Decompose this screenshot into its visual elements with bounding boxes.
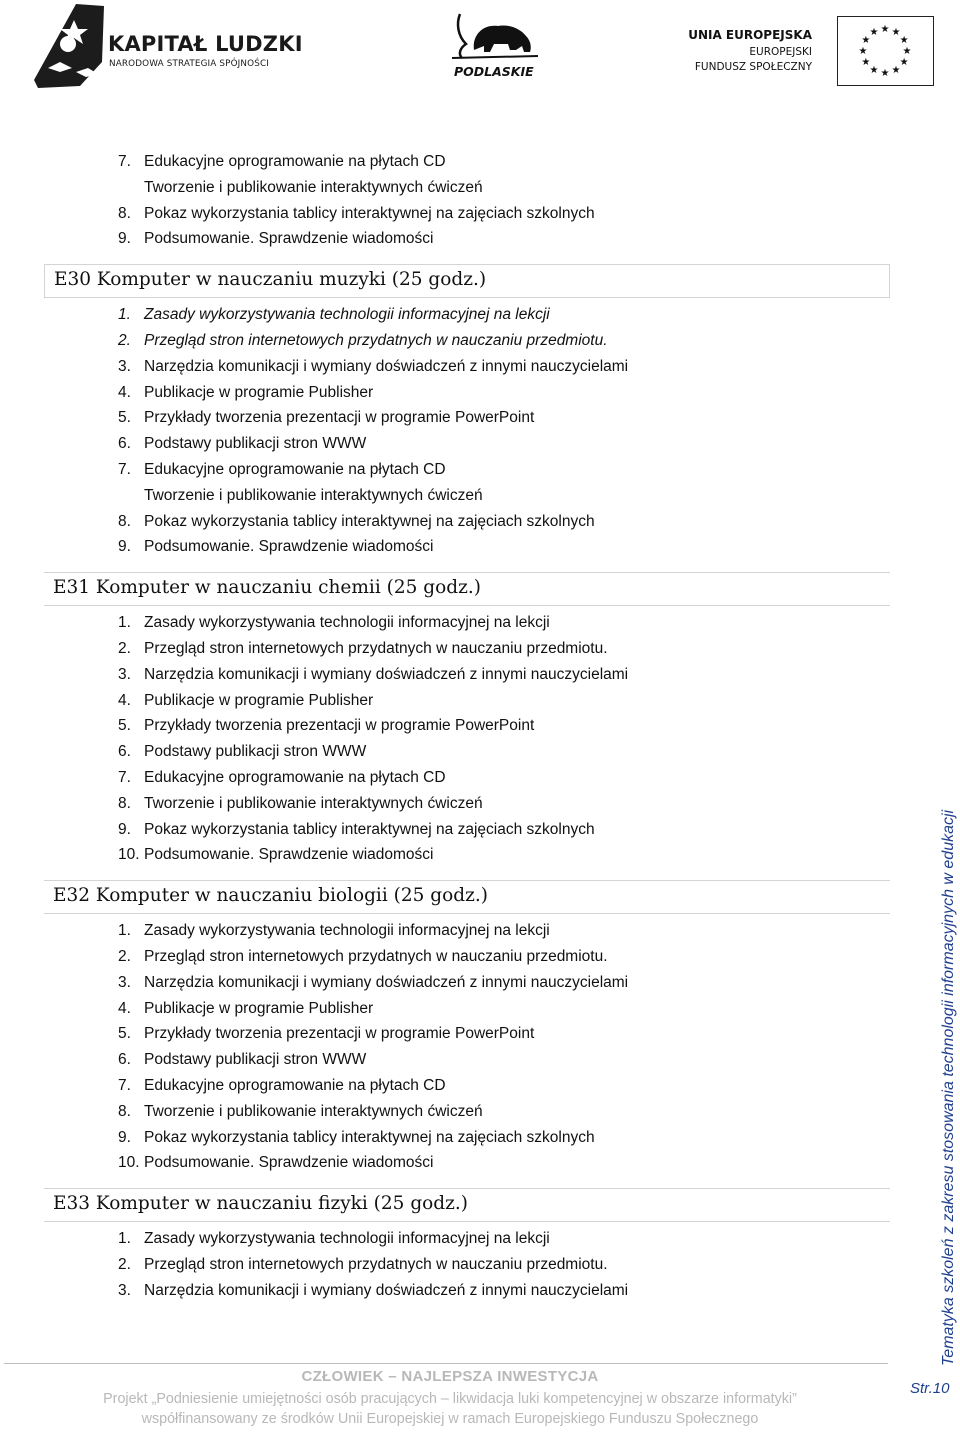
list-item-number: 2.: [118, 1256, 131, 1273]
star-icon: ★: [891, 26, 901, 38]
list-item-number: 1.: [118, 614, 131, 632]
list-item-text: Narzędzia komunikacji i wymiany doświadczeń z innymi nauczycielami: [144, 665, 629, 683]
bison-icon: [446, 10, 542, 64]
list-item-text: Edukacyjne oprogramowanie na płytach CD: [144, 153, 446, 170]
list-item-text: Pokaz wykorzystania tablicy interaktywnej na zajęciach szkolnych: [144, 1128, 595, 1146]
list-item-number: 3.: [118, 1281, 131, 1299]
list-item-number: 10.: [118, 1154, 140, 1172]
list-item-number: 3.: [118, 665, 131, 683]
eu-logo: [688, 16, 936, 86]
list-item-number: 6.: [118, 743, 131, 761]
list-item-text: Zasady wykorzystywania technologii informacyjnej na lekcji: [144, 1230, 550, 1248]
star-icon: ★: [861, 35, 871, 46]
list-item-text: Przegląd stron internetowych przydatnych w nauczaniu przedmiotu.: [144, 1256, 608, 1273]
list-item-text: Zasady wykorzystywania technologii informacyjnej na lekcji: [144, 614, 550, 632]
list-item-number: 9.: [118, 1128, 131, 1146]
list-item-text: Podsumowanie. Sprawdzenie wiadomości: [144, 230, 434, 248]
eu-fund-line1: EUROPEJSKI: [749, 46, 812, 58]
list-item-number: 7.: [118, 1077, 131, 1094]
list-item-number: 8.: [118, 512, 131, 530]
list-item-text: Podsumowanie. Sprawdzenie wiadomości: [144, 846, 434, 864]
podlaskie-logo: [446, 10, 542, 82]
list-item-number: 9.: [118, 820, 131, 838]
list-item-number: 7.: [118, 769, 131, 786]
footer-project-line: Projekt „Podniesienie umiejętności osób pracujących – likwidacja luki kompetencyjnej w obszarze informatyki”: [103, 1391, 797, 1407]
footer-slogan: CZŁOWIEK – NAJLEPSZA INWESTYCJA: [301, 1368, 599, 1385]
list-item-text: Przegląd stron internetowych przydatnych w nauczaniu przedmiotu.: [144, 640, 608, 657]
list-item-text: Podstawy publikacji stron WWW: [144, 1051, 367, 1069]
list-item-number: 7.: [118, 461, 131, 478]
list-item-text: Przykłady tworzenia prezentacji w programie PowerPoint: [144, 409, 535, 427]
list-item-number: 2.: [118, 948, 131, 965]
section-title: E33 Komputer w nauczaniu fizyki (25 godz.): [53, 1193, 468, 1215]
list-item-text: Pokaz wykorzystania tablicy interaktywnej na zajęciach szkolnych: [144, 512, 595, 530]
list-item-number: 1.: [118, 922, 131, 940]
list-item-text: Narzędzia komunikacji i wymiany doświadczeń z innymi nauczycielami: [144, 357, 629, 375]
list-item-number: 3.: [118, 973, 131, 991]
list-item-text: Zasady wykorzystywania technologii informacyjnej na lekcji: [144, 306, 550, 324]
list-item-text: Tworzenie i publikowanie interaktywnych ćwiczeń: [144, 178, 483, 196]
list-item-text: Podstawy publikacji stron WWW: [144, 435, 367, 453]
podlaskie-label: PODLASKIE: [454, 64, 534, 79]
star-icon: ★: [880, 68, 890, 79]
list-item-text: Tworzenie i publikowanie interaktywnych ćwiczeń: [144, 1102, 483, 1120]
list-item-number: 9.: [118, 230, 131, 248]
list-item-text: Edukacyjne oprogramowanie na płytach CD: [144, 461, 446, 478]
list-item-number: 4.: [118, 383, 131, 401]
section-heading: [44, 264, 890, 298]
section-heading: [44, 572, 890, 606]
eu-title: UNIA EUROPEJSKA: [688, 28, 812, 42]
list-item-text: Narzędzia komunikacji i wymiany doświadczeń z innymi nauczycielami: [144, 973, 629, 991]
list-item-number: 8.: [118, 1102, 131, 1120]
list-item-text: Podsumowanie. Sprawdzenie wiadomości: [144, 1154, 434, 1172]
list-item-number: 6.: [118, 1051, 131, 1069]
list-item-text: Edukacyjne oprogramowanie na płytach CD: [144, 1077, 446, 1094]
list-item-number: 1.: [118, 306, 131, 324]
list-item-number: 9.: [118, 538, 131, 556]
list-item-number: 5.: [118, 1025, 131, 1043]
list-item-number: 8.: [118, 794, 131, 812]
list-item-text: Zasady wykorzystywania technologii informacyjnej na lekcji: [144, 922, 550, 940]
star-icon: ★: [891, 65, 901, 77]
section-heading: [44, 880, 890, 914]
list-item-number: 1.: [118, 1230, 131, 1248]
star-icon: ★: [858, 46, 868, 57]
list-item-number: 6.: [118, 435, 131, 453]
list-item-text: Narzędzia komunikacji i wymiany doświadczeń z innymi nauczycielami: [144, 1281, 629, 1299]
section-title: E31 Komputer w nauczaniu chemii (25 godz.): [53, 577, 481, 599]
kapital-ludzki-logo: [28, 2, 313, 90]
star-icon: ★: [880, 24, 890, 35]
kapital-ludzki-emblem-icon: [28, 2, 108, 90]
list-item-text: Pokaz wykorzystania tablicy interaktywnej na zajęciach szkolnych: [144, 820, 595, 838]
list-item-text: Pokaz wykorzystania tablicy interaktywnej na zajęciach szkolnych: [144, 204, 595, 222]
list-item-text: Publikacje w programie Publisher: [144, 383, 374, 401]
list-item-number: 8.: [118, 204, 131, 222]
list-item-number: 10.: [118, 846, 140, 864]
list-item-number: 5.: [118, 717, 131, 735]
eu-flag-icon: [837, 16, 934, 86]
list-item-number: 4.: [118, 999, 131, 1017]
list-item-text: Tworzenie i publikowanie interaktywnych ćwiczeń: [144, 486, 483, 504]
list-item-text: Tworzenie i publikowanie interaktywnych ćwiczeń: [144, 794, 483, 812]
list-item-text: Przegląd stron internetowych przydatnych w nauczaniu przedmiotu.: [144, 332, 608, 349]
star-icon: ★: [902, 46, 912, 57]
section-title: E32 Komputer w nauczaniu biologii (25 godz.): [53, 885, 488, 907]
list-item-number: 7.: [118, 153, 131, 170]
star-icon: ★: [899, 57, 909, 68]
list-item-number: 2.: [118, 640, 131, 657]
list-item-text: Edukacyjne oprogramowanie na płytach CD: [144, 769, 446, 786]
document-topic-vertical: Tematyka szkoleń z zakresu stosowania technologii informacyjnych w edukacji: [940, 809, 957, 1366]
list-item-text: Przykłady tworzenia prezentacji w programie PowerPoint: [144, 717, 535, 735]
list-item-text: Podstawy publikacji stron WWW: [144, 743, 367, 761]
list-item-text: Przykłady tworzenia prezentacji w programie PowerPoint: [144, 1025, 535, 1043]
list-item-text: Publikacje w programie Publisher: [144, 691, 374, 709]
kapital-ludzki-subtitle: NARODOWA STRATEGIA SPÓJNOŚCI: [109, 59, 270, 69]
list-item-text: Podsumowanie. Sprawdzenie wiadomości: [144, 538, 434, 556]
list-item-number: 5.: [118, 409, 131, 427]
list-item-text: Publikacje w programie Publisher: [144, 999, 374, 1017]
section-title: E30 Komputer w nauczaniu muzyki (25 godz.): [54, 269, 487, 291]
footer-divider: [4, 1363, 888, 1364]
eu-fund-line2: FUNDUSZ SPOŁECZNY: [694, 61, 812, 73]
kapital-ludzki-title: KAPITAŁ LUDZKI: [108, 32, 303, 56]
star-icon: ★: [869, 65, 879, 77]
list-item-number: 3.: [118, 357, 131, 375]
page-number: Str.10: [910, 1380, 950, 1397]
star-icon: ★: [869, 26, 879, 38]
section-heading: [44, 1188, 890, 1222]
list-item-number: 4.: [118, 691, 131, 709]
star-icon: ★: [861, 57, 871, 68]
star-icon: ★: [899, 35, 909, 46]
list-item-text: Przegląd stron internetowych przydatnych w nauczaniu przedmiotu.: [144, 948, 608, 965]
list-item-number: 2.: [118, 332, 131, 349]
footer-funding-line: współfinansowany ze środków Unii Europejskiej w ramach Europejskiego Funduszu Społecznego: [141, 1411, 759, 1427]
